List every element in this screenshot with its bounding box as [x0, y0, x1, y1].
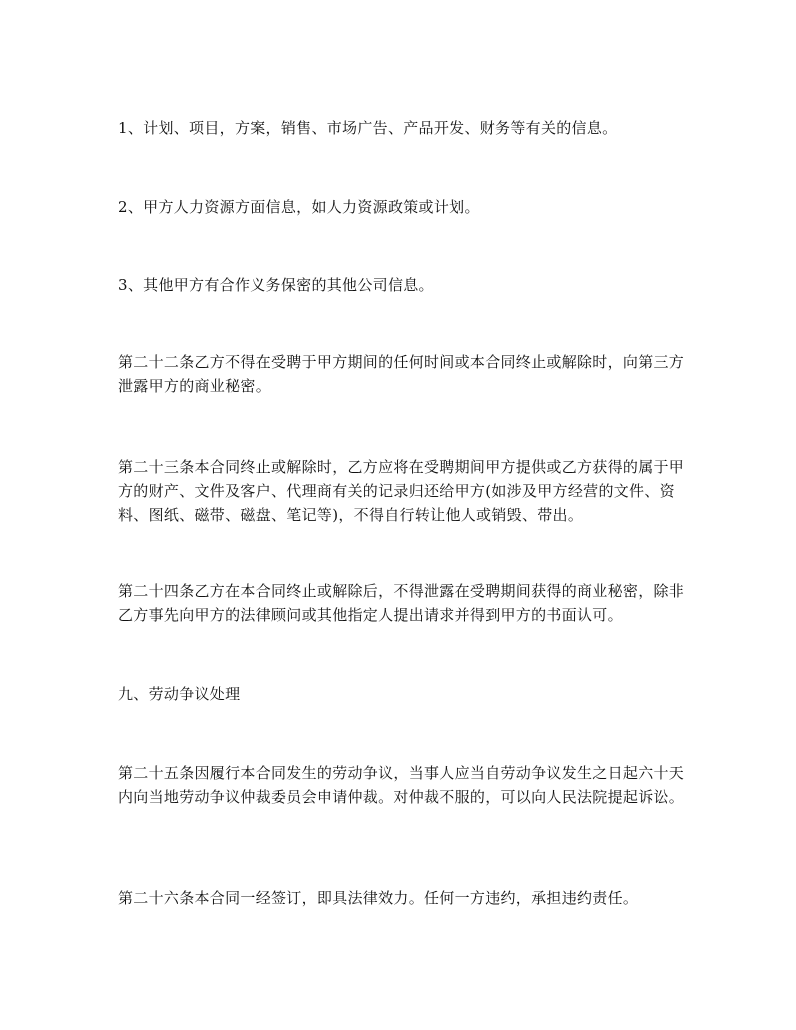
article-24: 第二十四条乙方在本合同终止或解除后，不得泄露在受聘期间获得的商业秘密，除非乙方事先向甲方的法律顾问或其他指定人提出请求并得到甲方的书面认可。: [118, 582, 685, 624]
article-23: 第二十三条本合同终止或解除时，乙方应将在受聘期间甲方提供或乙方获得的属于甲方的财产、文件及客户、代理商有关的记录归还给甲方(如涉及甲方经营的文件、资料、图纸、磁带、磁盘、笔记等)，不得自行转让他人或销毁、带出。: [118, 458, 685, 524]
list-item-1: 1、计划、项目，方案，销售、市场广告、产品开发、财务等有关的信息。: [118, 119, 618, 137]
list-item-2: 2、甲方人力资源方面信息，如人力资源政策或计划。: [118, 198, 480, 216]
article-22: 第二十二条乙方不得在受聘于甲方期间的任何时间或本合同终止或解除时，向第三方泄露甲方的商业秘密。: [118, 353, 685, 395]
list-item-3: 3、其他甲方有合作义务保密的其他公司信息。: [118, 276, 434, 294]
article-25: 第二十五条因履行本合同发生的劳动争议，当事人应当自劳动争议发生之日起六十天内向当地劳动争议仲裁委员会申请仲裁。对仲裁不服的，可以向人民法院提起诉讼。: [118, 764, 685, 806]
article-26: 第二十六条本合同一经签订，即具法律效力。任何一方违约，承担违约责任。: [118, 889, 639, 907]
section-heading-9: 九、劳动争议处理: [118, 685, 241, 703]
